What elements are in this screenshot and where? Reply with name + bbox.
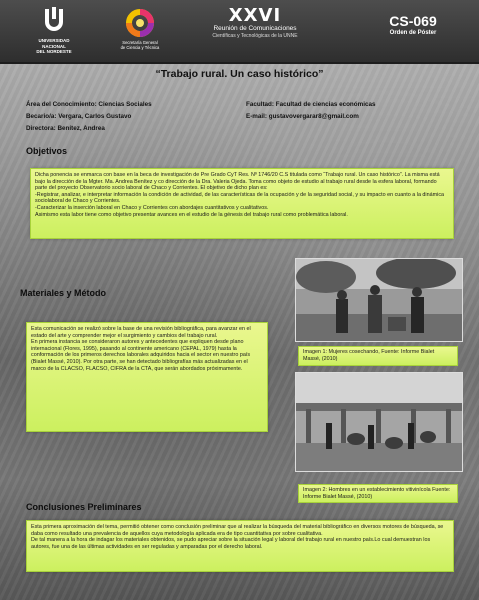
- event-title: XXVI: [228, 5, 282, 26]
- poster-code-label: Orden de Póster: [389, 30, 437, 36]
- secretaria-logo: [108, 8, 172, 50]
- unne-emblem-icon: [39, 6, 69, 36]
- materiales-heading: Materiales y Método: [20, 288, 107, 298]
- secretaria-text-line: Secretaría General: [122, 40, 158, 45]
- area-label: Área del Conocimiento: Ciencias Sociales: [26, 101, 152, 108]
- event-subtitle-2: Científicas y Tecnológicas de la UNNE: [212, 33, 298, 39]
- objetivos-box: [30, 168, 454, 239]
- facultad-label: Facultad: Facultad de ciencias económicas: [246, 101, 376, 108]
- poster-code: CS-069: [389, 13, 437, 29]
- conclusiones-paragraph: De tal manera a la hora de indagar los materiales obtenidos, se pudo apreciar sobre la situación legal y laboral del trabajo rural en nuestro país.Lo cual demuestran los autores, fue una de las últimas actividades en ser reguladas y amparadas por el derecho laboral.: [31, 537, 431, 550]
- objetivos-paragraph: Dicha ponencia se enmarca con base en la beca de investigación de Pre Grado CyT Res. Nº 1746/20 C.S titulada como “Trabajo rural. Un caso histórico”. La misma está bajo la dirección de la Mgter. Ma. Andrea Benítez y co dirección de la Dra. Valeria Ojeda. Toma como objeto de estudio al trabajo rural desde la esfera laboral, formando parte del proyecto Observatorio socio laboral de Chaco y Corrientes. El objetivo de dicho plan es:: [35, 172, 440, 192]
- materiales-box: [26, 322, 268, 432]
- photo-women-harvesting: [295, 258, 463, 342]
- unne-text-line: NACIONAL: [42, 43, 66, 49]
- header-bar: [0, 0, 479, 64]
- men-winery-image: [296, 373, 462, 471]
- email-label: E-mail: gustavovergarar8@gmail.com: [246, 113, 359, 120]
- objetivos-paragraph: -Registrar, analizar, e interpretar información la condición de actividad, de las características de la ocupación y de la seguridad social, y su impacto en cuanto a la dinámica sociolaboral de Chaco y Corrientes.: [35, 191, 445, 205]
- event-title-block: [190, 6, 320, 39]
- secretaria-text-line: de Ciencia y Técnica: [120, 45, 160, 50]
- objetivos-paragraph: Asimismo esta labor tiene como objetivo presentar avances en el estudio de la génesis del trabajo rural como problemática laboral.: [35, 211, 348, 218]
- materiales-paragraph: En primera instancia se consideraron autores y antecedentes que expliquen desde plano internacional (Flores, 1995), pasando al continente americano (CEPAL, 1979) hasta la conformación de los primeros derechos laborales adquiridos hacia el sector en nuestro país (Bialet Massé, 2010). Por otra parte, se han detectado bibliografías más actualizadas en el marco de la CLACSO, FLACSO, CIFRA de la CTA, que serán abordados próximamente.: [31, 339, 251, 372]
- objetivos-paragraph: -Caracterizar la inserción laboral en Chaco y Corrientes con abordajes cuantitativos y cualitativos.: [35, 204, 269, 211]
- unne-text-line: DEL NORDESTE: [36, 49, 72, 54]
- photo-men-winery: [295, 372, 463, 472]
- caption-2: Imagen 2: Hombres en un establecimiento vitivinícola Fuente: Informe Bialet Massé, (2010): [298, 484, 458, 503]
- meta-right: [246, 100, 375, 121]
- colorful-ring-icon: [125, 8, 155, 38]
- directora-label: Directora: Benítez, Andrea: [26, 125, 105, 132]
- becario-label: Becario/a: Vergara, Carlos Gustavo: [26, 113, 132, 120]
- meta-left: [26, 100, 152, 133]
- conclusiones-box: [26, 520, 454, 572]
- unne-text-line: UNIVERSIDAD: [38, 38, 70, 43]
- materiales-paragraph: Esta comunicación se realizó sobre la base de una revisión bibliográfica, para avanzar en el estado del arte y comprender mejor el surgimiento y cambios del trabajo rural.: [31, 326, 251, 339]
- event-subtitle: Reunión de Comunicaciones: [213, 25, 297, 32]
- conclusiones-heading: Conclusiones Preliminares: [26, 502, 142, 512]
- poster-title: “Trabajo rural. Un caso histórico”: [155, 68, 324, 80]
- women-harvesting-image: [296, 259, 462, 341]
- unne-logo: [24, 6, 84, 55]
- caption-1: Imagen 1: Mujeres cosechando, Fuente: Informe Bialet Massé, (2010): [298, 346, 458, 366]
- poster-code-block: [368, 14, 458, 37]
- conclusiones-paragraph: Esta primera aproximación del tema, permitió obtener como conclusión preliminar que al realizar la búsqueda del material bibliográfico en diversos motores de búsqueda, se daba como resultado una prevalencia de aquellos cuya metodología aplicada era de tipo cuantitativa por sobre cualitativa.: [31, 524, 444, 537]
- objetivos-heading: Objetivos: [26, 146, 68, 156]
